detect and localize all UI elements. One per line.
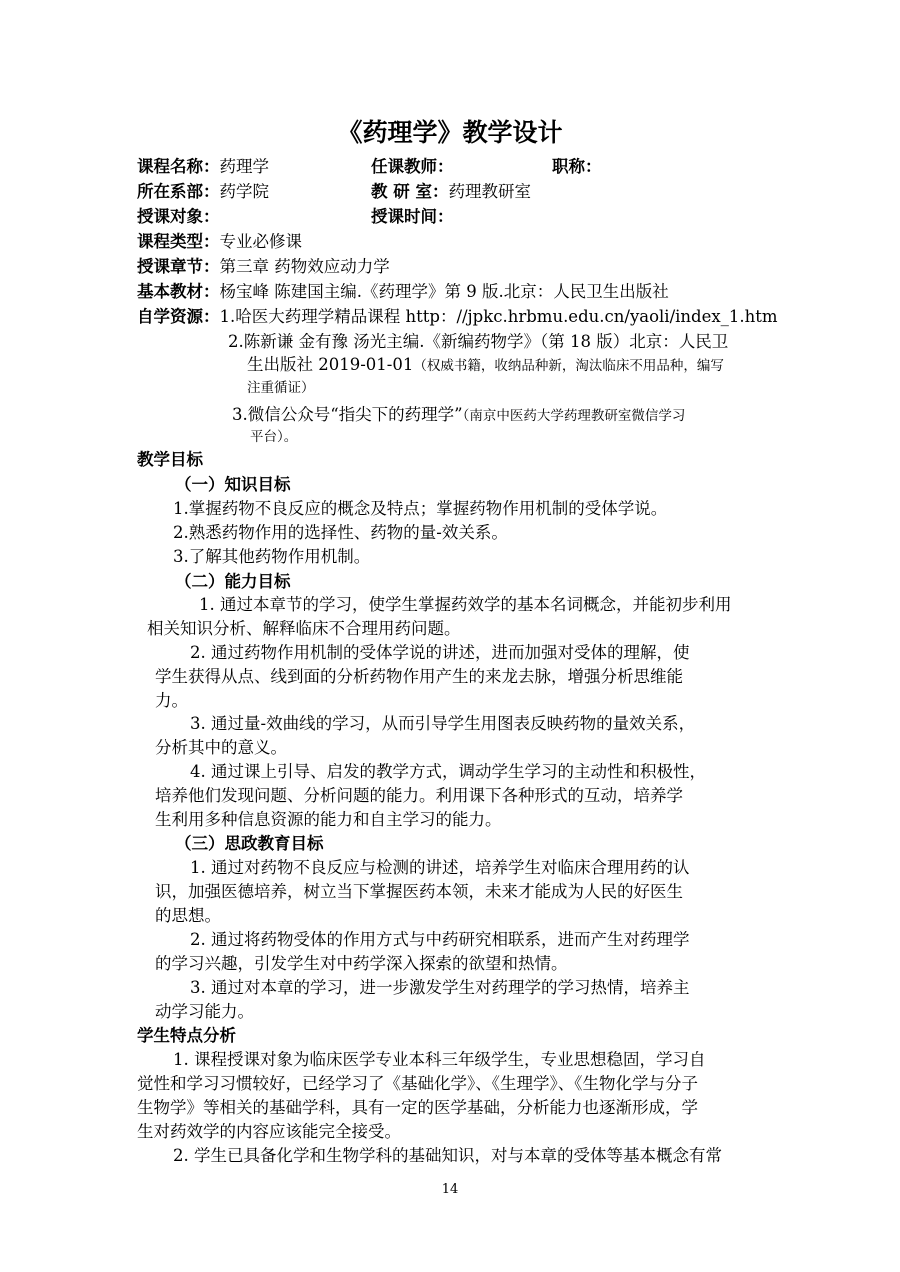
room-row	[371, 180, 531, 204]
document-title: 《药理学》教学设计	[337, 118, 563, 147]
ideology-1-line-1: 1. 通过对药物不良反应与检测的讲述，培养学生对临床合理用药的认	[190, 858, 690, 877]
textbook-label: 基本教材：	[137, 282, 220, 301]
dept-label: 所在系部：	[137, 182, 220, 201]
knowledge-item-3: 3.了解其他药物作用机制。	[173, 547, 371, 566]
ideology-3-line-2: 动学习能力。	[155, 1002, 254, 1021]
analysis-1-line-1: 1. 课程授课对象为临床医学专业本科三年级学生，专业思想稳固，学习自	[173, 1050, 706, 1069]
analysis-1-line-3: 生物学》等相关的基础学科，具有一定的医学基础，分析能力也逐渐形成，学	[137, 1098, 698, 1117]
ability-4-line-1: 4. 通过课上引导、启发的教学方式，调动学生学习的主动性和积极性，	[190, 762, 706, 781]
resource-3-line-2: 平台）。	[250, 429, 298, 445]
ideology-2-line-1: 2. 通过将药物受体的作用方式与中药研究相联系，进而产生对药理学	[190, 930, 690, 949]
page-number: 14	[441, 1182, 459, 1197]
knowledge-item-2: 2.熟悉药物作用的选择性、药物的量-效关系。	[173, 523, 508, 542]
course-name-value: 药理学	[219, 157, 269, 176]
resource-2-line-2	[247, 353, 724, 378]
ability-1-line-2: 相关知识分析、解释临床不合理用药问题。	[147, 619, 461, 638]
resource-3-line-1	[232, 403, 685, 428]
course-name-label: 课程名称：	[137, 157, 220, 176]
time-label: 授课时间：	[371, 207, 454, 226]
resource-2-line-3: 注重循证）	[247, 380, 315, 396]
type-value: 专业必修课	[219, 232, 302, 251]
resource-2-line-1: 2.陈新谦 金有豫 汤光主编.《新编药物学》（第 18 版）北京：人民卫	[228, 332, 729, 351]
type-label: 课程类型：	[137, 232, 220, 251]
audience-label: 授课对象：	[137, 207, 220, 226]
ability-4-line-3: 生利用多种信息资源的能力和自主学习的能力。	[155, 810, 502, 829]
ideology-heading: （三）思政教育目标	[175, 834, 324, 853]
chapter-label: 授课章节：	[137, 257, 220, 276]
resource-3-main: 3.微信公众号“指尖下的药理学”	[232, 405, 463, 424]
textbook-row	[137, 280, 669, 304]
objectives-heading: 教学目标	[137, 450, 203, 469]
room-label: 教 研 室：	[371, 182, 449, 201]
resource-2-date: 生出版社 2019-01-01	[247, 355, 414, 374]
title-label: 职称：	[552, 157, 602, 176]
ability-3-line-1: 3. 通过量-效曲线的学习，从而引导学生用图表反映药物的量效关系，	[190, 714, 696, 733]
teacher-label: 任课教师：	[371, 157, 454, 176]
resource-1: 1.哈医大药理学精品课程 http：//jpkc.hrbmu.edu.cn/yaoli/index_1.htm	[219, 307, 778, 326]
type-row	[137, 230, 302, 254]
chapter-value: 第三章 药物效应动力学	[219, 257, 390, 276]
analysis-1-line-2: 觉性和学习习惯较好，已经学习了《基础化学》、《生理学》、《生物化学与分子	[137, 1074, 698, 1093]
chapter-row	[137, 255, 390, 279]
course-name-row	[137, 155, 269, 179]
ideology-2-line-2: 的学习兴趣，引发学生对中药学深入探索的欲望和热情。	[155, 954, 568, 973]
knowledge-heading: （一）知识目标	[175, 475, 291, 494]
ideology-1-line-2: 识，加强医德培养，树立当下掌握医药本领，未来才能成为人民的好医生	[155, 882, 683, 901]
ability-1-line-1: 1. 通过本章节的学习，使学生掌握药效学的基本名词概念，并能初步利用	[199, 595, 732, 614]
ideology-3-line-1: 3. 通过对本章的学习，进一步激发学生对药理学的学习热情，培养主	[190, 978, 690, 997]
dept-value: 药学院	[219, 182, 269, 201]
ability-2-line-3: 力。	[155, 691, 188, 710]
knowledge-item-1: 1.掌握药物不良反应的概念及特点；掌握药物作用机制的受体学说。	[173, 499, 668, 518]
resource-3-note: （南京中医药大学药理教研室微信学习	[462, 408, 686, 424]
resources-row	[137, 305, 778, 329]
resource-2-note: （权威书籍，收纳品种新，淘汰临床不用品种，编写	[413, 358, 724, 374]
dept-row	[137, 180, 269, 204]
ability-2-line-2: 学生获得从点、线到面的分析药物作用产生的来龙去脉，增强分析思维能	[155, 667, 683, 686]
analysis-2-line-1: 2. 学生已具备化学和生物学科的基础知识，对与本章的受体等基本概念有常	[173, 1146, 722, 1165]
analysis-1-line-4: 生对药效学的内容应该能完全接受。	[137, 1122, 401, 1141]
ability-3-line-2: 分析其中的意义。	[155, 738, 287, 757]
analysis-heading: 学生特点分析	[137, 1026, 236, 1045]
ability-4-line-2: 培养他们发现问题、分析问题的能力。利用课下各种形式的互动，培养学	[155, 786, 683, 805]
ability-heading: （二）能力目标	[175, 572, 291, 591]
resources-label: 自学资源：	[137, 307, 220, 326]
room-value: 药理教研室	[448, 182, 531, 201]
ideology-1-line-3: 的思想。	[155, 906, 221, 925]
ability-2-line-1: 2. 通过药物作用机制的受体学说的讲述，进而加强对受体的理解，使	[190, 643, 690, 662]
textbook-value: 杨宝峰 陈建国主编.《药理学》第 9 版.北京：人民卫生出版社	[219, 282, 669, 301]
